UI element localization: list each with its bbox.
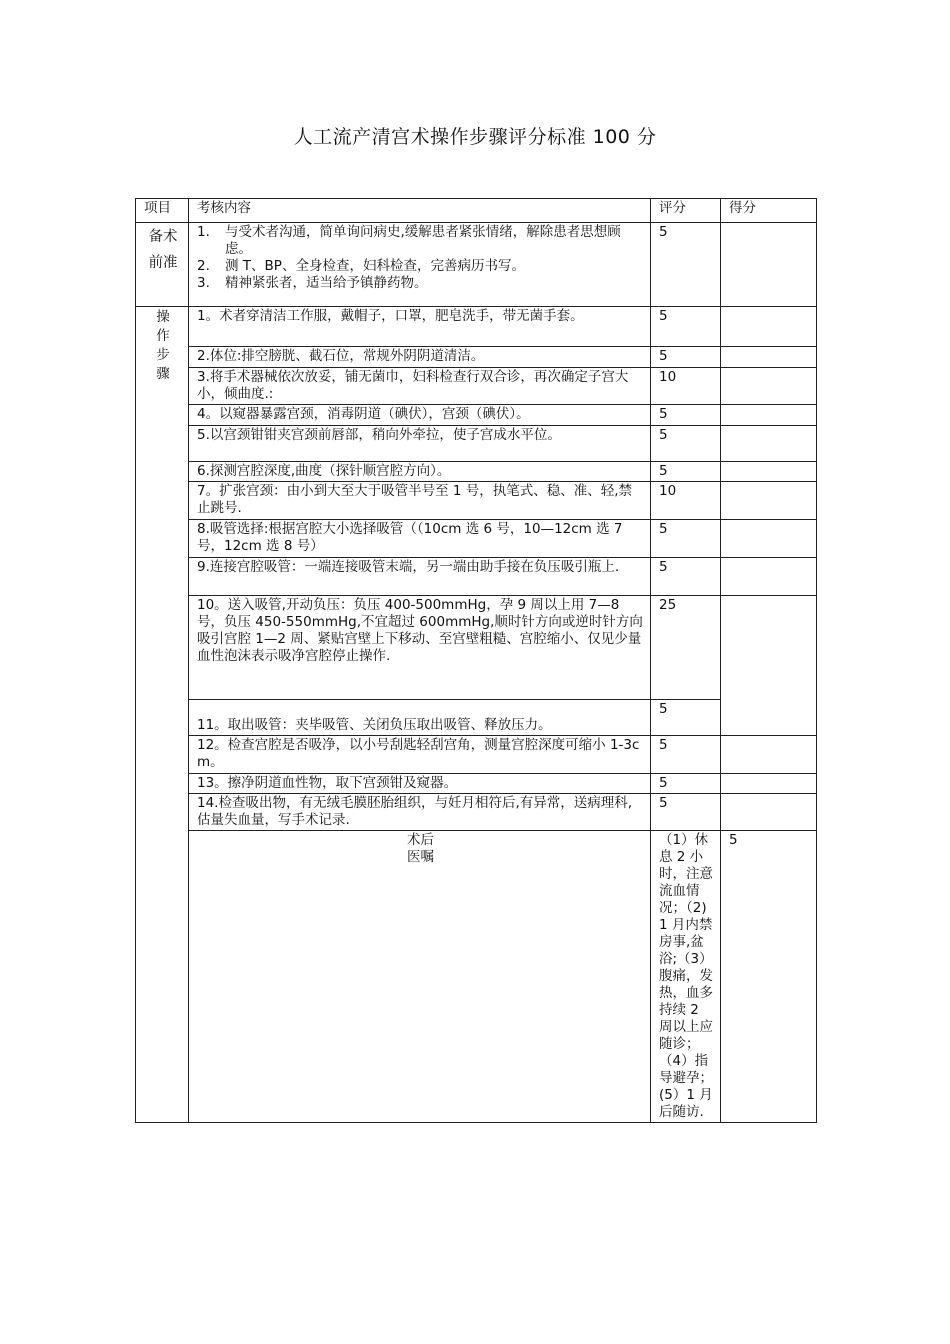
got-cell[interactable]: [721, 347, 817, 368]
score-cell: 5: [651, 405, 721, 426]
step-text: 7。扩张宫颈：由小到大至大于吸管半号至 1 号，执笔式、稳、准、轻,禁止跳号.: [189, 482, 651, 520]
step-text: 6.探测宫腔深度,曲度（探针顺宫腔方向）。: [189, 462, 651, 482]
table-row: [136, 558, 817, 596]
score-cell: 25: [651, 596, 721, 700]
table-row: [136, 736, 817, 774]
score-cell: 5: [651, 558, 721, 596]
step-text: 8.吸管选择:根据宫腔大小选择吸管（（10cm 选 6 号，10—12cm 选 7 号，12cm 选 8 号）: [189, 520, 651, 558]
score-cell: 5: [651, 223, 721, 307]
score-cell: 10: [651, 368, 721, 405]
table-row: [136, 774, 817, 794]
got-cell[interactable]: [721, 596, 817, 736]
got-cell[interactable]: [721, 736, 817, 774]
score-cell: 5: [651, 426, 721, 462]
step-text: 9.连接宫腔吸管：一端连接吸管末端，另一端由助手接在负压吸引瓶上.: [189, 558, 651, 596]
header-content: 考核内容: [189, 199, 651, 223]
step-text: 14.检查吸出物，有无绒毛膜胚胎组织，与妊月相符后,有异常，送病理科,估量失血量，写手术记录.: [189, 794, 651, 831]
table-row: [136, 520, 817, 558]
step-text: 12。检查宫腔是否吸净，以小号刮匙轻刮宫角，测量宫腔深度可缩小 1-3cm。: [189, 736, 651, 774]
step-text: 13。擦净阴道血性物，取下宫颈钳及窥器。: [189, 774, 651, 794]
list-item: 3. 精神紧张者，适当给予镇静药物。: [197, 275, 428, 291]
table-row-post: [136, 831, 817, 1123]
score-cell: 5: [651, 462, 721, 482]
got-cell[interactable]: [721, 462, 817, 482]
header-score: 评分: [651, 199, 721, 223]
got-cell[interactable]: [721, 774, 817, 794]
got-cell[interactable]: [721, 307, 817, 347]
header-got: 得分: [721, 199, 817, 223]
table-row: [136, 482, 817, 520]
got-cell[interactable]: [721, 482, 817, 520]
table-row: [136, 700, 817, 736]
step-text: 10。送入吸管,开动负压：负压 400-500mmHg，孕 9 周以上用 7—8 号，负压 450-550mmHg,不宜超过 600mmHg,顺时针方向或逆时针方向吸引宫腔 1—2 周、紧贴宫壁上下移动、至宫壁粗糙、宫腔缩小、仅见少量血性泡沫表示吸净宫腔停止操作.: [189, 596, 651, 700]
table-row: [136, 307, 817, 347]
got-cell[interactable]: [721, 558, 817, 596]
table-row-prep: [136, 223, 817, 307]
step-text: 2.体位:排空膀胱、截石位，常规外阴阴道清洁。: [189, 347, 651, 368]
got-cell[interactable]: [721, 520, 817, 558]
score-cell: 5: [651, 520, 721, 558]
score-cell: 5: [651, 736, 721, 774]
page-title: 人工流产清宫术操作步骤评分标准 100 分: [293, 126, 657, 148]
table-row: [136, 462, 817, 482]
score-cell: 10: [651, 482, 721, 520]
score-cell: 5: [651, 347, 721, 368]
got-cell[interactable]: [721, 426, 817, 462]
table-row: [136, 347, 817, 368]
prep-content: [189, 223, 651, 307]
list-item: 1. 与受术者沟通，简单询问病史,缓解患者紧张情绪，解除患者思想顾虑。: [197, 224, 621, 257]
header-item: 项目: [136, 199, 189, 223]
table-row: [136, 426, 817, 462]
step-text: 5.以宫颈钳钳夹宫颈前唇部，稍向外牵拉，使子宫成水平位。: [189, 426, 651, 462]
got-cell[interactable]: [721, 794, 817, 831]
step-text: 3.将手术器械依次放妥，铺无菌巾，妇科检查行双合诊，再次确定子宫大小，倾曲度.:: [189, 368, 651, 405]
score-cell: 5: [721, 831, 817, 1123]
section-label-post: 术后医嘱: [189, 831, 651, 1123]
step-text: 4。以窥器暴露宫颈，消毒阴道（碘伏），宫颈（碘伏）。: [189, 405, 651, 426]
score-cell: 5: [651, 307, 721, 347]
got-cell[interactable]: [721, 405, 817, 426]
table-row: [136, 596, 817, 700]
score-cell: 5: [651, 700, 721, 736]
section-label-prep: 备术前准: [136, 223, 189, 307]
scoring-table: [135, 198, 817, 1123]
list-item: 2. 测 T、BP、全身检查，妇科检查，完善病历书写。: [197, 258, 525, 274]
table-header-row: [136, 199, 817, 223]
section-label-ops: 操作步骤: [136, 307, 189, 1123]
got-cell[interactable]: [721, 368, 817, 405]
got-cell[interactable]: [721, 223, 817, 307]
table-row: [136, 368, 817, 405]
score-cell: 5: [651, 794, 721, 831]
table-row: [136, 405, 817, 426]
step-text: 1。术者穿清洁工作服，戴帽子，口罩，肥皂洗手，带无菌手套。: [189, 307, 651, 347]
table-row: [136, 794, 817, 831]
step-text: 11。取出吸管：夹毕吸管、关闭负压取出吸管、释放压力。: [189, 700, 651, 736]
score-cell: 5: [651, 774, 721, 794]
post-content: （1）休息 2 小时，注意流血情况；（2)1 月内禁房事,盆浴;（3）腹痛，发热，血多持续 2 周以上应随诊；（4）指导避孕；(5）1 月后随访.: [651, 831, 721, 1123]
